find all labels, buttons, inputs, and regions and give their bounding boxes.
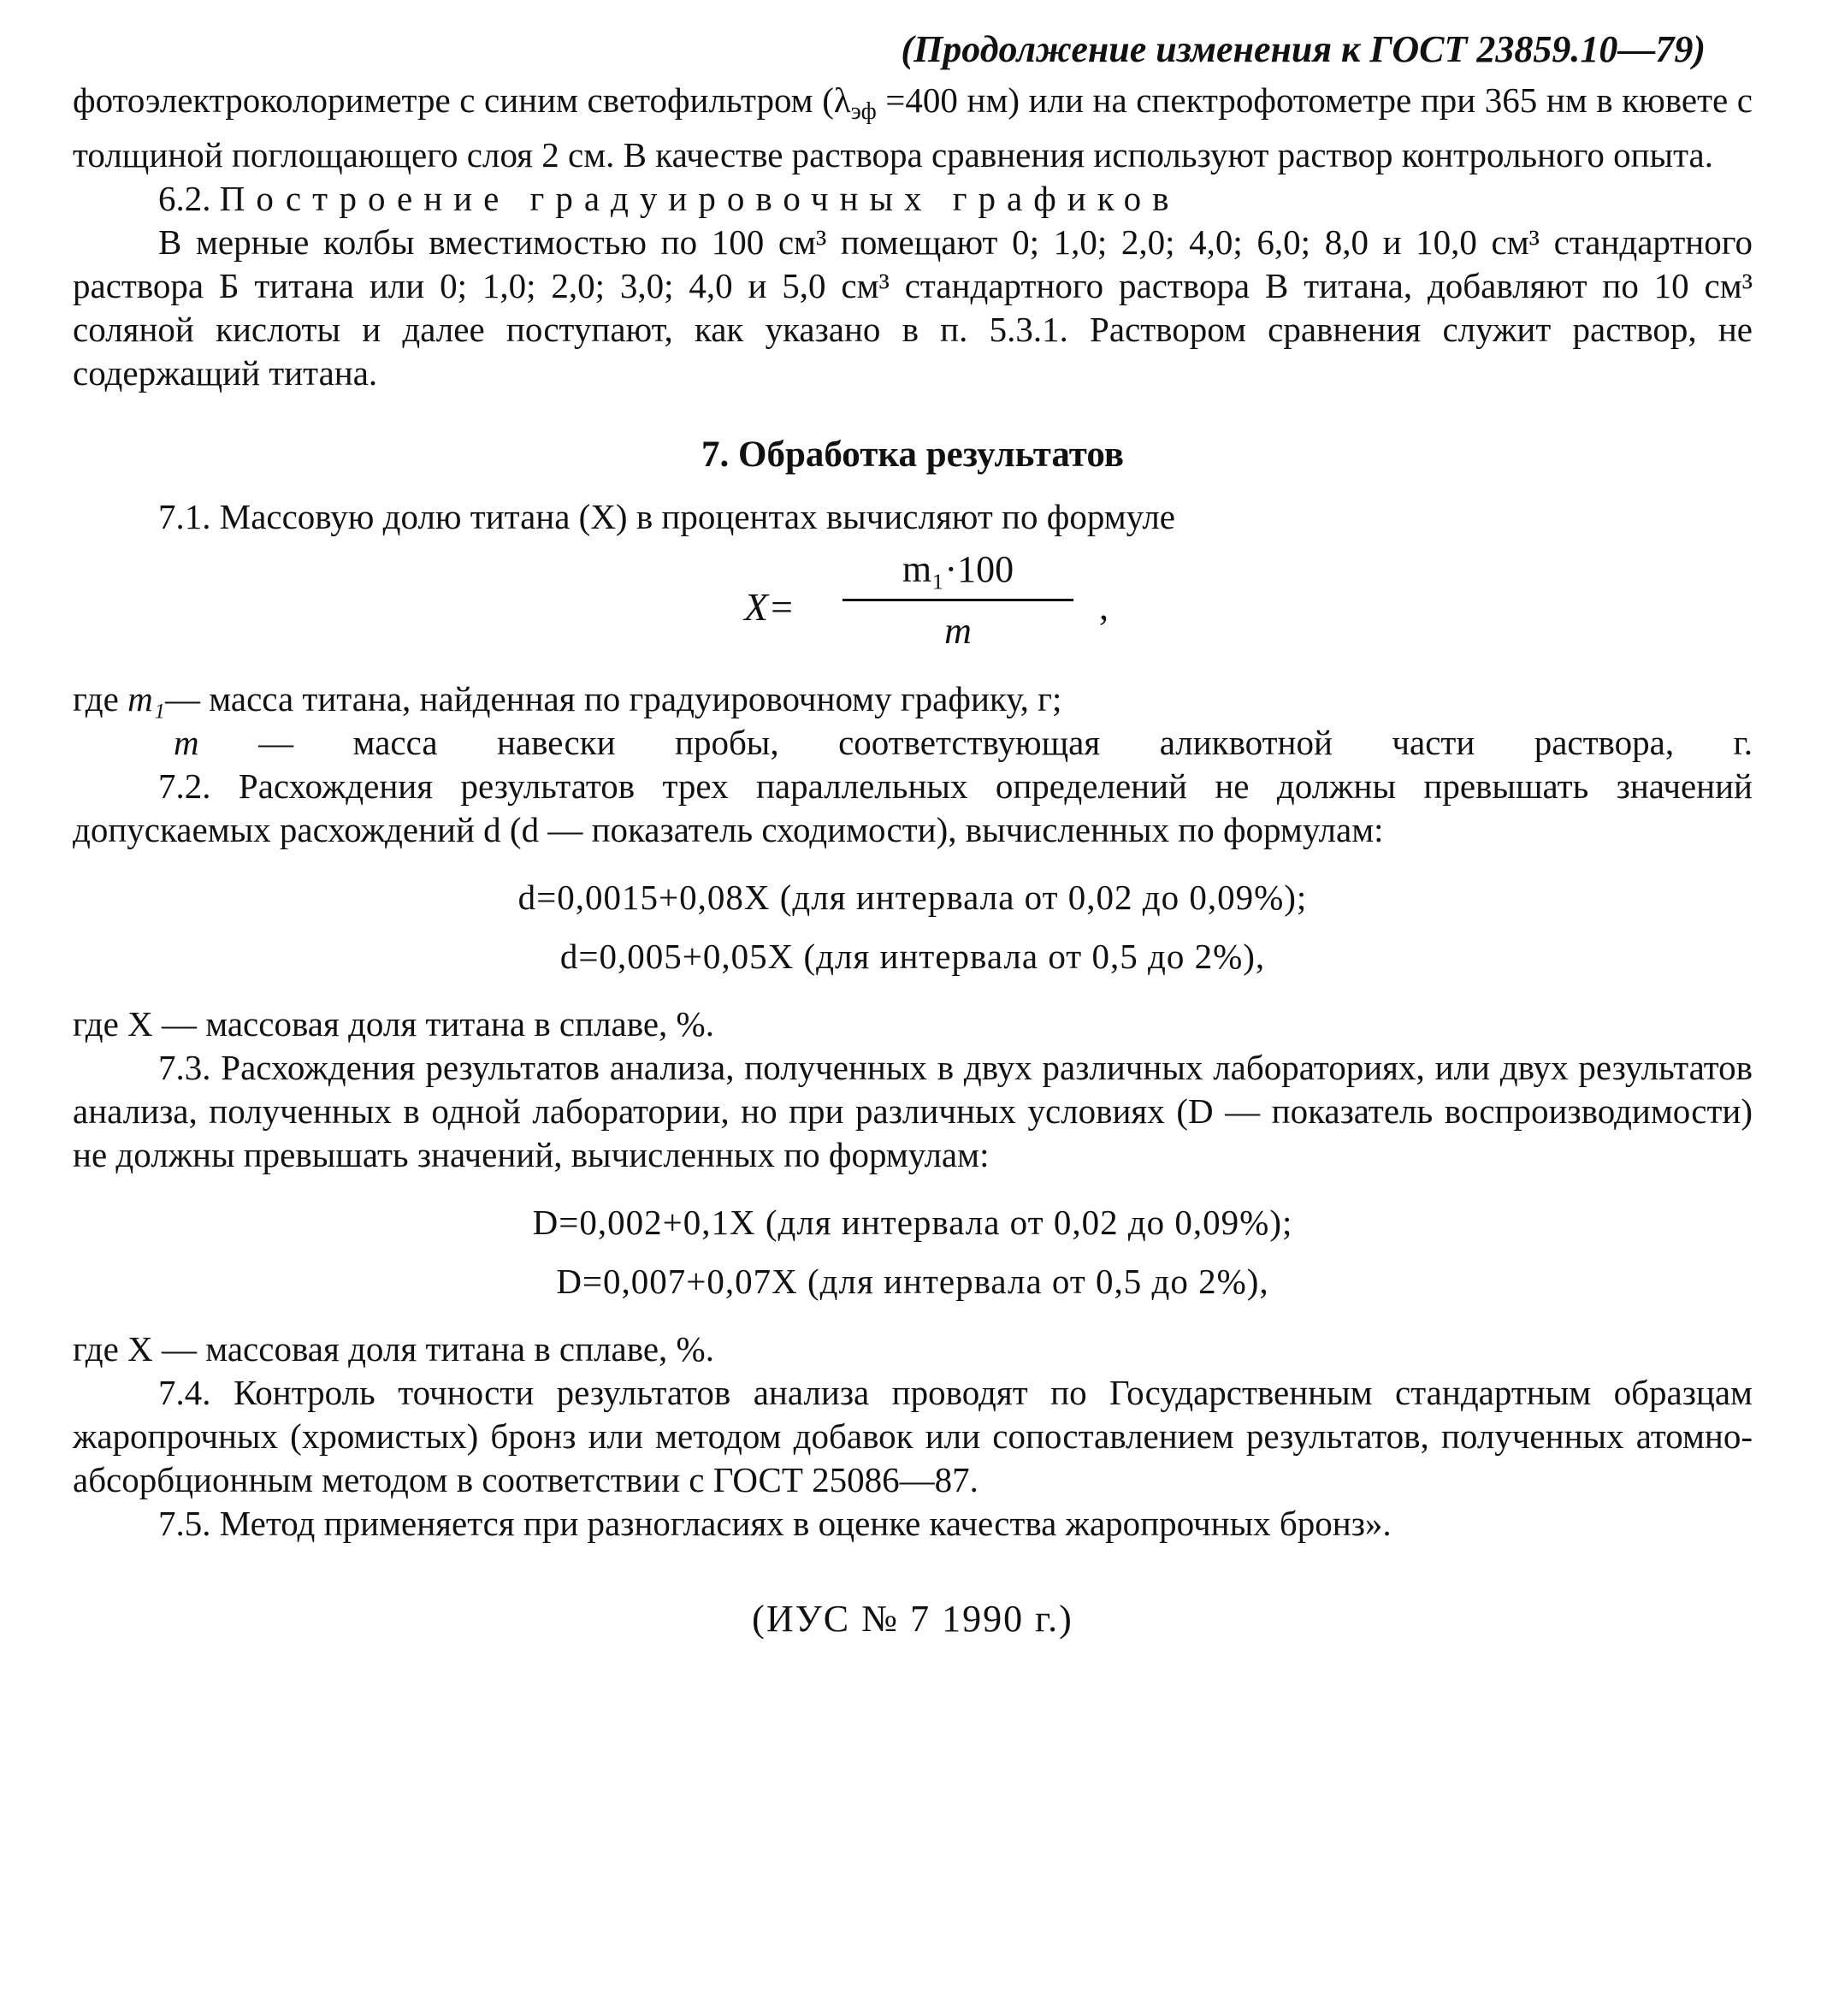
where-m1-definition	[73, 677, 1753, 721]
paragraph-7-4: 7.4. Контроль точности результатов анализа проводят по Государственным стандартным образцам жаропрочных (хромистых) бронз или методом добавок или сопоставлением результатов, полученных атомно-абсорбционным методом в соответствии с ГОСТ 25086—87.	[73, 1373, 1753, 1499]
paragraph-7-5: 7.5. Метод применяется при разногласиях в оценке качества жаропрочных бронз».	[158, 1504, 1392, 1543]
paragraph-7-1: 7.1. Массовую долю титана (X) в процентах вычисляют по формуле	[158, 497, 1175, 536]
formula-d-low-range: d=0,0015+0,08X (для интервала от 0,02 до 0,09%);	[517, 878, 1308, 917]
mass-fraction-formula	[73, 547, 1753, 667]
formula-lhs: X=	[744, 585, 795, 629]
lambda-subscript: эф	[850, 98, 877, 125]
formula-d-high-range: d=0,005+0,05X (для интервала от 0,5 до 2%),	[559, 937, 1266, 976]
paragraph-7-3: 7.3. Расхождения результатов анализа, полученных в двух различных лабораториях, или двух результатов анализа, полученных в одной лаборатории, но при различных условиях (D — показатель воспроизводимости) не должны превышать значений, вычисленных по формулам:	[73, 1048, 1753, 1174]
section-7-title: 7. Обработка результатов	[701, 435, 1124, 475]
m-description: — масса навески пробы, соответствующая аликвотной части раствора, г.	[198, 723, 1753, 762]
section-6-2-heading	[73, 177, 1753, 221]
section-6-2-number: 6.2.	[158, 179, 220, 218]
where-x-definition-1: где X — массовая доля титана в сплаве, %.	[73, 1004, 714, 1043]
section-6-2-title: Построение градуировочных графиков	[219, 179, 1180, 218]
paragraph-6-1-part2: =400 нм) или на спектрофотометре при 365 нм в кювете с толщиной поглощающего слоя 2 см. В качестве раствора сравнения используют раствор контрольного опыта.	[73, 80, 1753, 174]
section-6-2-body: В мерные колбы вместимостью по 100 см³ помещают 0; 1,0; 2,0; 4,0; 6,0; 8,0 и 10,0 см³ стандартного раствора Б титана или 0; 1,0; 2,0; 3,0; 4,0 и 5,0 см³ стандартного раствора В титана, добавляют по 10 см³ соляной кислоты и далее поступают, как указано в п. 5.3.1. Раствором сравнения служит раствор, не содержащий титана.	[73, 222, 1753, 393]
formula-D-high-range: D=0,007+0,07X (для интервала от 0,5 до 2%),	[556, 1262, 1269, 1301]
m-symbol: m	[174, 723, 199, 762]
where-m-definition	[73, 721, 1753, 765]
formula-denominator: m	[944, 610, 972, 652]
ius-reference: (ИУС № 7 1990 г.)	[752, 1598, 1073, 1640]
where-prefix: где	[73, 679, 128, 718]
paragraph-6-1-part1: фотоэлектроколориметре с синим светофильтром (λ	[73, 80, 851, 120]
formula-numerator: m₁·100	[902, 548, 1014, 590]
formula-comma: ,	[1099, 586, 1109, 628]
paragraph-6-1-continued	[73, 79, 1753, 177]
document-header: (Продолжение изменения к ГОСТ 23859.10—79)	[901, 28, 1706, 70]
m1-description: — масса титана, найденная по градуировочному графику, г;	[164, 679, 1062, 718]
where-x-definition-2: где X — массовая доля титана в сплаве, %.	[73, 1329, 714, 1369]
formula-D-low-range: D=0,002+0,1X (для интервала от 0,02 до 0,09%);	[532, 1203, 1293, 1242]
paragraph-7-2: 7.2. Расхождения результатов трех параллельных определений не должны превышать значений допускаемых расхождений d (d — показатель сходимости), вычисленных по формулам:	[73, 766, 1753, 849]
fraction-bar	[843, 599, 1073, 601]
m1-symbol: m₁	[127, 679, 165, 718]
